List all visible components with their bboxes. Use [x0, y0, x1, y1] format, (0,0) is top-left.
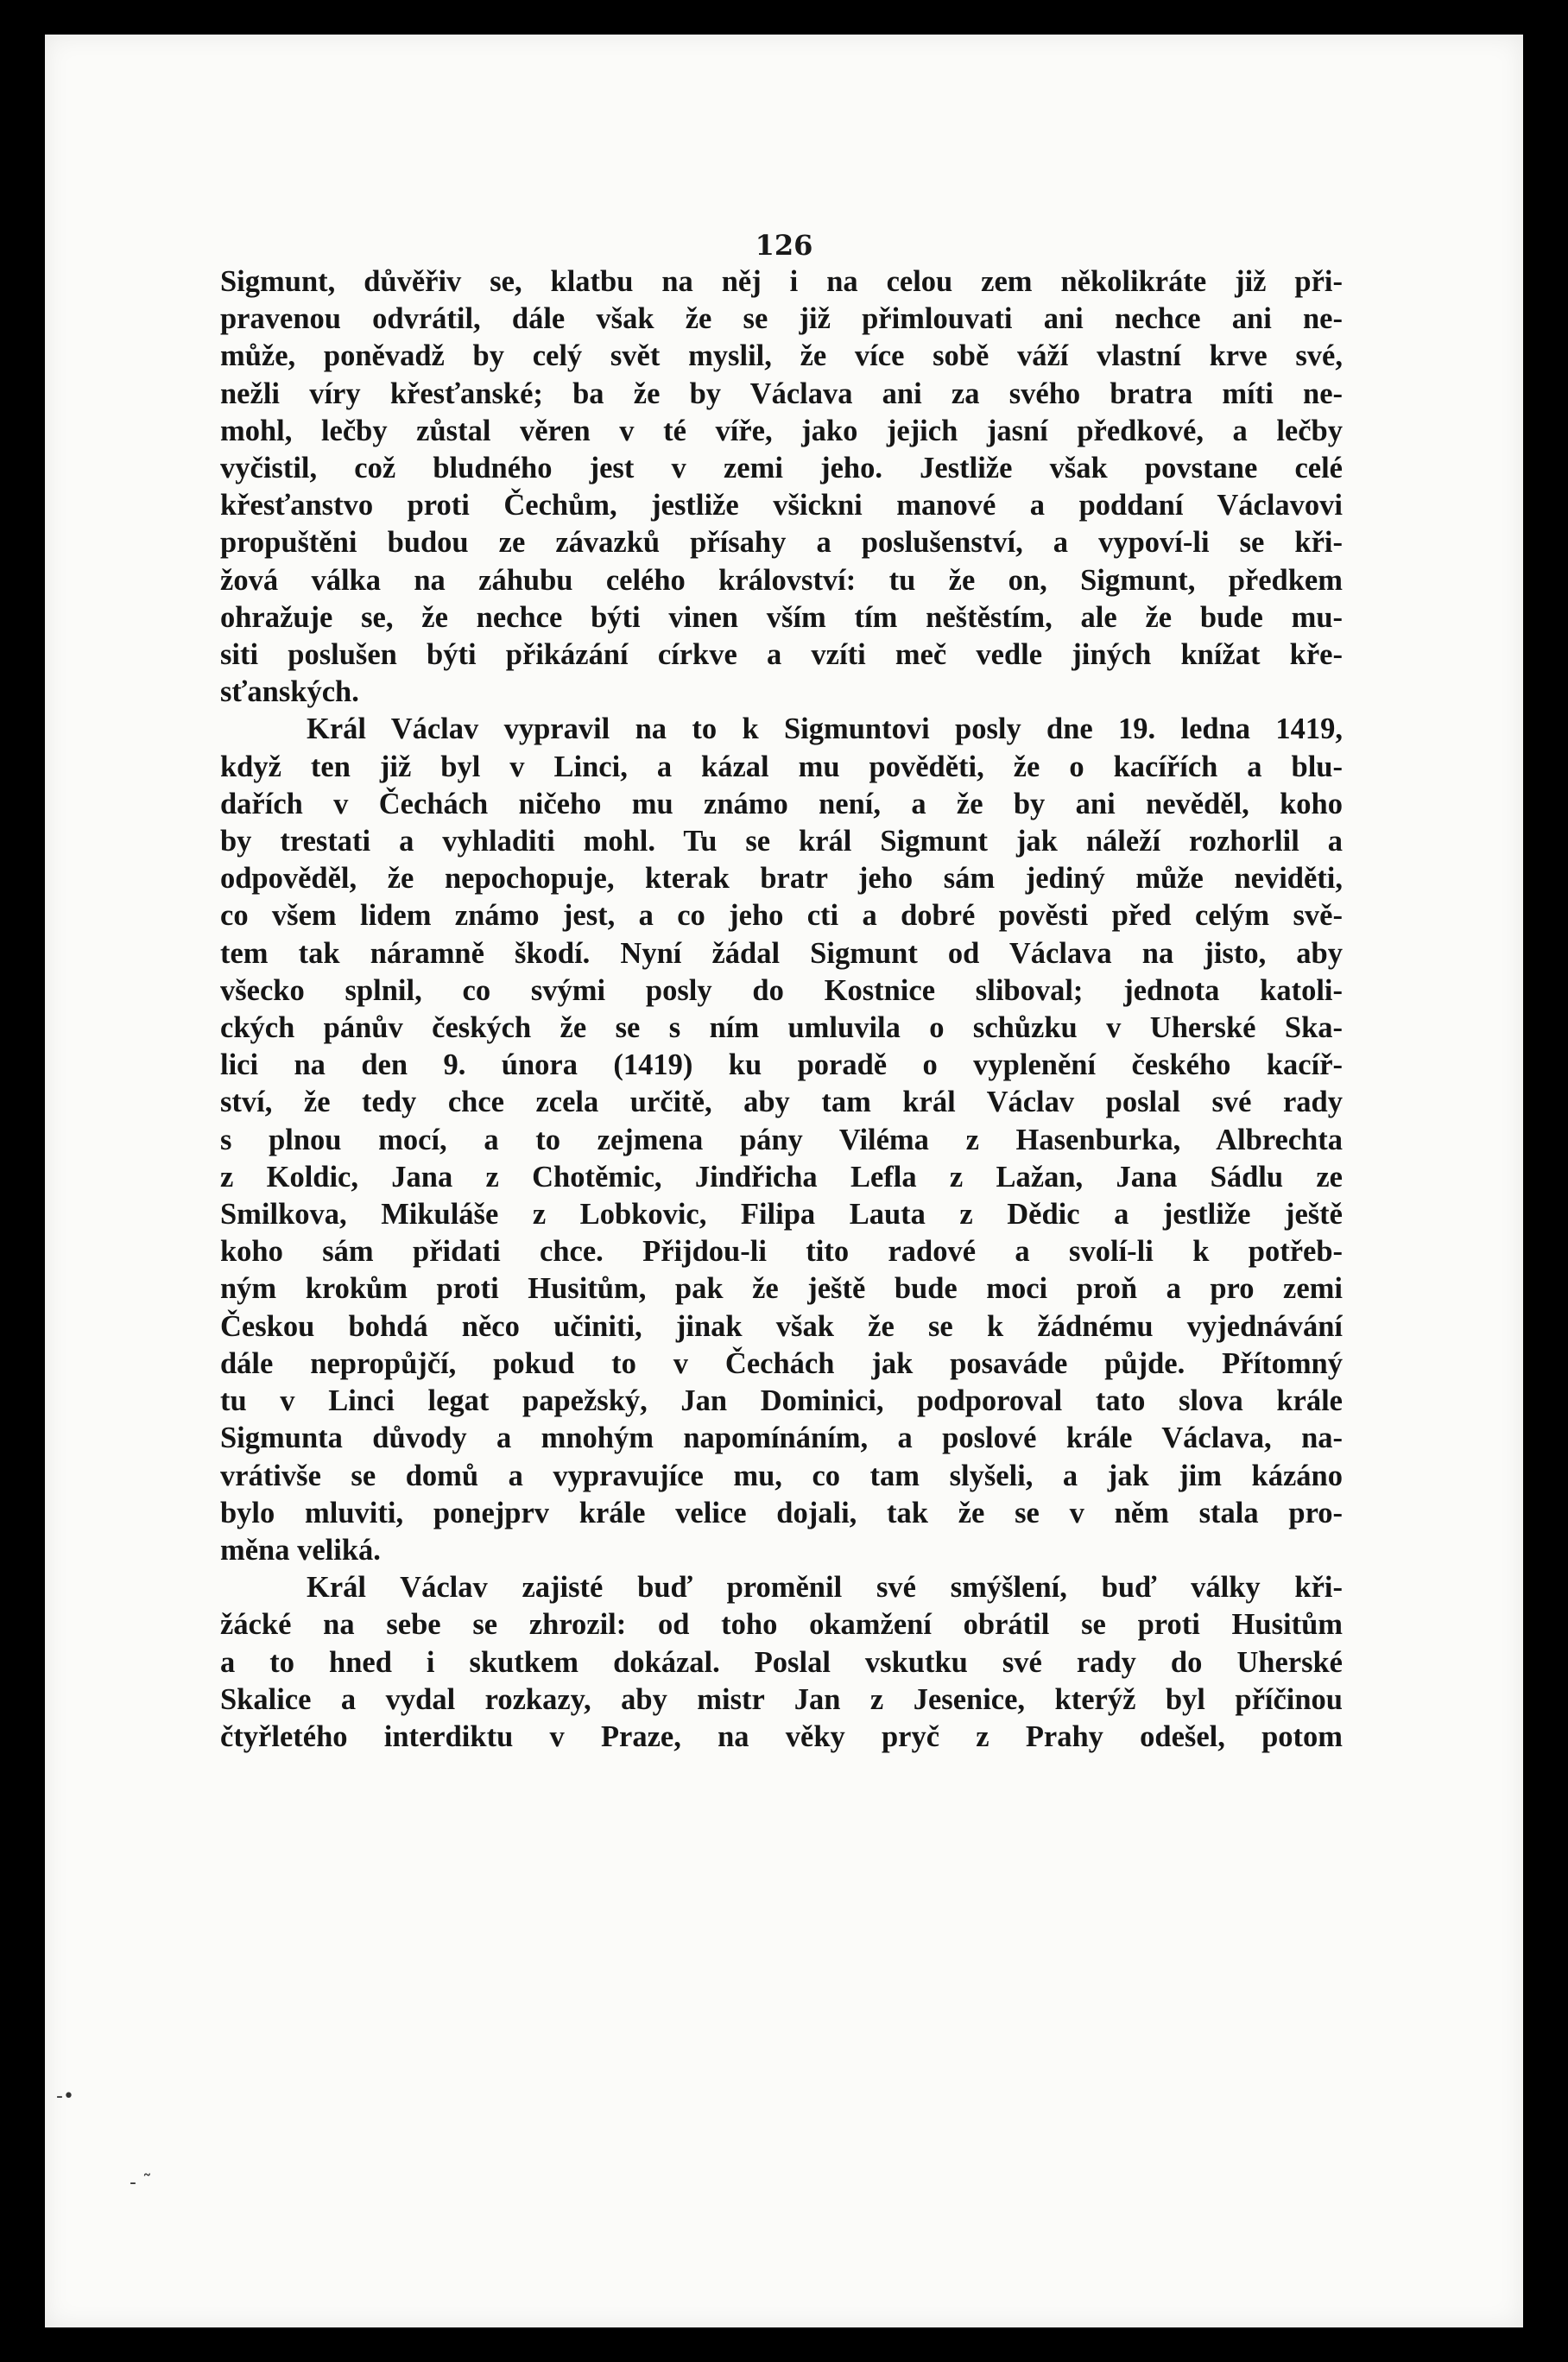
text-line: žácké na sebe se zhrozil: od toho okamžení obrátil se proti Husitům	[220, 1608, 1343, 1642]
text-line: by trestati a vyhladiti mohl. Tu se král Sigmunt jak náleží rozhorlil a	[220, 825, 1343, 858]
text-line: lici na den 9. února (1419) ku poradě o vyplenění českého kacíř-	[220, 1048, 1343, 1082]
text-line: Sigmunt, důvěřiv se, klatbu na něj i na celou zem několikráte již při-	[220, 265, 1343, 298]
text-line: když ten již byl v Linci, a kázal mu pověděti, že o kacířích a blu-	[220, 750, 1343, 783]
text-line: koho sám přidati chce. Přijdou-li tito radové a svolí-li k potřeb-	[220, 1235, 1343, 1269]
text-line: Českou bohdá něco učiniti, jinak však že se k žádnému vyjednávání	[220, 1309, 1343, 1343]
page-number: 126	[755, 229, 813, 262]
text-line: mohl, lečby zůstal věren v té víře, jako jejich jasní předkové, a lečby	[220, 414, 1343, 447]
text-line: sťanských.	[220, 675, 359, 709]
text-line: měna veliká.	[220, 1533, 381, 1567]
text-line: vrátivše se domů a vypravujíce mu, co tam slyšeli, a jak jim kázáno	[220, 1459, 1343, 1492]
text-line: Král Václav vypravil na to k Sigmuntovi posly dne 19. ledna 1419,	[307, 712, 1343, 746]
text-line: ckých pánův českých že se s ním umluvila o schůzku v Uherské Ska-	[220, 1011, 1343, 1045]
text-line: vyčistil, což bludného jest v zemi jeho. Jestliže však povstane celé	[220, 452, 1343, 485]
text-line: čtyřletého interdiktu v Praze, na věky pryč z Prahy odešel, potom	[220, 1719, 1343, 1753]
text-line: křesťanstvo proti Čechům, jestliže všickni manové a poddaní Václavovi	[220, 489, 1343, 522]
text-line: ství, že tedy chce zcela určitě, aby tam král Václav poslal své rady	[220, 1086, 1343, 1119]
text-line: dařích v Čechách ničeho mu známo není, a že by ani nevěděl, koho	[220, 787, 1343, 820]
text-line: ohražuje se, že nechce býti vinen vším tím neštěstím, ale že bude mu-	[220, 600, 1343, 634]
text-line: tu v Linci legat papežský, Jan Dominici, podporoval tato slova krále	[220, 1384, 1343, 1418]
scan-speck-icon: - ˜	[130, 2172, 152, 2194]
body-text	[220, 263, 1343, 1756]
text-line: Sigmunta důvody a mnohým napomínáním, a poslové krále Václava, na-	[220, 1422, 1343, 1455]
text-line: siti poslušen býti přikázání církve a vzíti meč vedle jiných knížat kře-	[220, 638, 1343, 672]
text-line: odpověděl, že nepochopuje, kterak bratr jeho sám jediný může neviděti,	[220, 862, 1343, 896]
text-line: může, poněvadž by celý svět myslil, že více sobě váží vlastní krve své,	[220, 339, 1343, 373]
text-line: tem tak náramně škodí. Nyní žádal Sigmunt od Václava na jisto, aby	[220, 936, 1343, 970]
text-line: ným krokům proti Husitům, pak že ještě bude moci proň a pro zemi	[220, 1272, 1343, 1306]
text-line: z Koldic, Jana z Chotěmic, Jindřicha Lefla z Lažan, Jana Sádlu ze	[220, 1160, 1343, 1194]
scan-speck-icon: -•	[56, 2086, 74, 2107]
text-line: dále nepropůjčí, pokud to v Čechách jak posaváde půjde. Přítomný	[220, 1346, 1343, 1380]
text-line: bylo mluviti, ponejprv krále velice dojali, tak že se v něm stala pro-	[220, 1496, 1343, 1529]
text-line: nežli víry křesťanské; ba že by Václava ani za svého bratra míti ne-	[220, 377, 1343, 410]
text-line: pravenou odvrátil, dále však že se již přimlouvati ani nechce ani ne-	[220, 302, 1343, 336]
text-line: žová válka na záhubu celého království: tu že on, Sigmunt, předkem	[220, 563, 1343, 597]
text-line: propuštěni budou ze závazků přísahy a poslušenství, a vypoví-li se kři-	[220, 526, 1343, 560]
text-line: s plnou mocí, a to zejmena pány Viléma z Hasenburka, Albrechta	[220, 1123, 1343, 1156]
text-line: Smilkova, Mikuláše z Lobkovic, Filipa Lauta z Dědic a jestliže ještě	[220, 1198, 1343, 1232]
text-line: co všem lidem známo jest, a co jeho cti a dobré pověsti před celým svě-	[220, 899, 1343, 933]
text-line: Skalice a vydal rozkazy, aby mistr Jan z Jesenice, kterýž byl příčinou	[220, 1682, 1343, 1716]
text-line: Král Václav zajisté buď proměnil své smýšlení, buď války kři-	[307, 1571, 1343, 1605]
text-line: a to hned i skutkem dokázal. Poslal vskutku své rady do Uherské	[220, 1645, 1343, 1679]
text-line: všecko splnil, co svými posly do Kostnice sliboval; jednota katoli-	[220, 973, 1343, 1007]
